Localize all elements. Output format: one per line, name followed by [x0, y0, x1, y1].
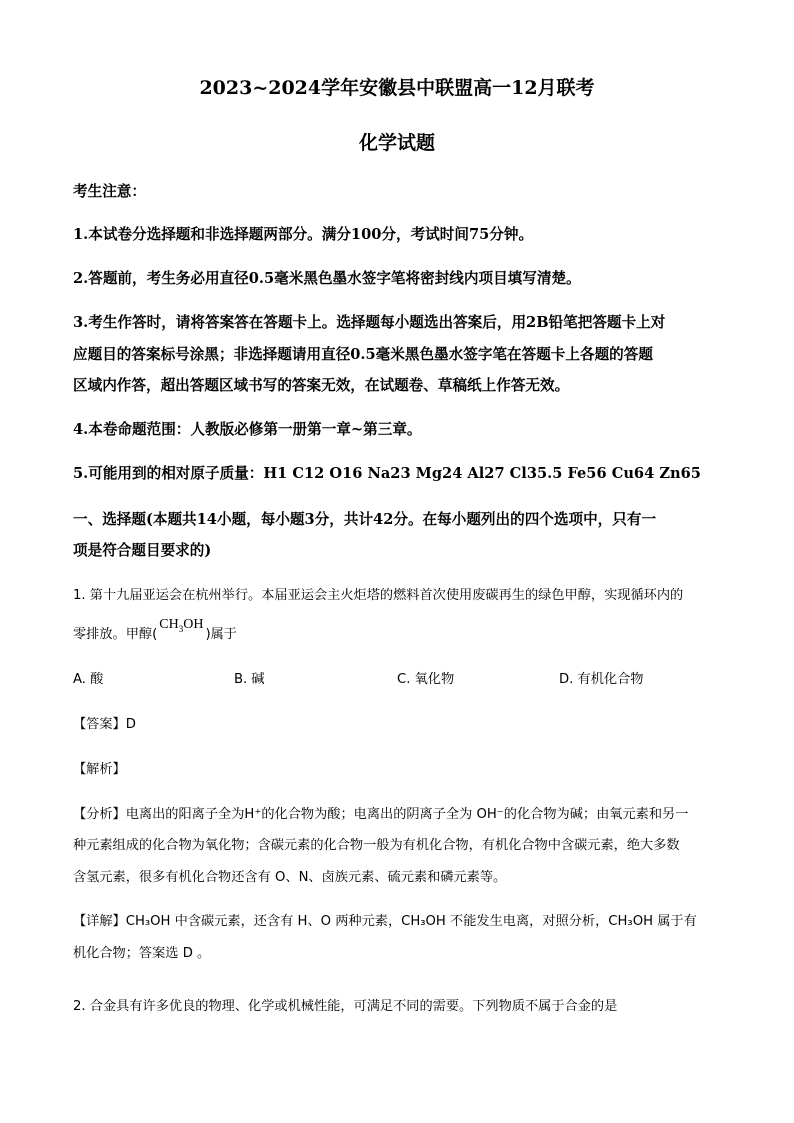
- exam-subtitle: 化学试题: [358, 132, 435, 154]
- notice-item-3-line-1: 3.考生作答时，请将答案答在答题卡上。选择题每小题选出答案后，用2B铅笔把答题卡上对: [73, 314, 666, 331]
- notice-item-4: 4.本卷命题范围：人教版必修第一册第一章~第三章。: [73, 421, 422, 438]
- q1-analysis-line-3: 含氢元素，很多有机化合物还含有 O、N、卤族元素、硫元素和磷元素等。: [73, 870, 507, 885]
- notice-item-2: 2.答题前，考生务必用直径0.5毫米黑色墨水签字笔将密封线内项目填写清楚。: [73, 270, 581, 287]
- q1-stem-text-a: 零排放。甲醇(: [73, 627, 158, 642]
- q1-option-c: C. 氧化物: [397, 672, 455, 687]
- exam-title: 2023~2024学年安徽县中联盟高一12月联考: [199, 77, 595, 99]
- notice-item-1: 1.本试卷分选择题和非选择题两部分。满分100分，考试时间75分钟。: [73, 226, 534, 243]
- notice-heading: 考生注意：: [73, 183, 146, 200]
- q1-options: [73, 668, 753, 690]
- q1-detail-line-1: 【详解】CH₃OH 中含碳元素，还含有 H、O 两种元素，CH₃OH 不能发生电离，对照分析，CH₃OH 属于有: [73, 914, 697, 929]
- q1-analysis-line-2: 种元素组成的化合物为氧化物；含碳元素的化合物一般为有机化合物，有机化合物中含碳元素，绝大多数: [73, 838, 680, 853]
- q1-option-a: A. 酸: [73, 672, 104, 687]
- section-1-heading-line-2: 项是符合题目要求的): [73, 542, 212, 559]
- q1-stem-line-2: [73, 617, 734, 644]
- notice-item-3-line-3: 区域内作答，超出答题区域书写的答案无效，在试题卷、草稿纸上作答无效。: [73, 377, 570, 394]
- q1-stem-line-1: 1. 第十九届亚运会在杭州举行。本届亚运会主火炬塔的燃料首次使用废碳再生的绿色甲醇，实现循环内的: [73, 588, 684, 603]
- methanol-formula: $CH_3OH$: [159, 617, 204, 634]
- q1-option-d: D. 有机化合物: [559, 672, 644, 687]
- q1-analysis-line-1: 【分析】电离出的阳离子全为H⁺的化合物为酸；电离出的阴离子全为 OH⁻的化合物为碱；由氧元素和另一: [73, 807, 689, 822]
- q1-option-b: B. 碱: [234, 672, 265, 687]
- notice-item-3-line-2: 应题目的答案标号涂黑；非选择题请用直径0.5毫米黑色墨水签字笔在答题卡上各题的答题: [73, 346, 653, 363]
- q1-detail-line-2: 机化合物；答案选 D 。: [73, 946, 211, 961]
- q1-answer: 【答案】D: [73, 717, 136, 732]
- section-1-heading-line-1: 一、选择题(本题共14小题，每小题3分，共计42分。在每小题列出的四个选项中，只有一: [73, 511, 657, 528]
- q2-stem-line-1: 2. 合金具有许多优良的物理、化学或机械性能，可满足不同的需要。下列物质不属于合金的是: [73, 999, 618, 1014]
- q1-explain-label: 【解析】: [73, 762, 126, 777]
- notice-item-5: 5.可能用到的相对原子质量：H1 C12 O16 Na23 Mg24 Al27 Cl35.5 Fe56 Cu64 Zn65: [73, 465, 701, 482]
- q1-stem-text-b: )属于: [205, 627, 237, 642]
